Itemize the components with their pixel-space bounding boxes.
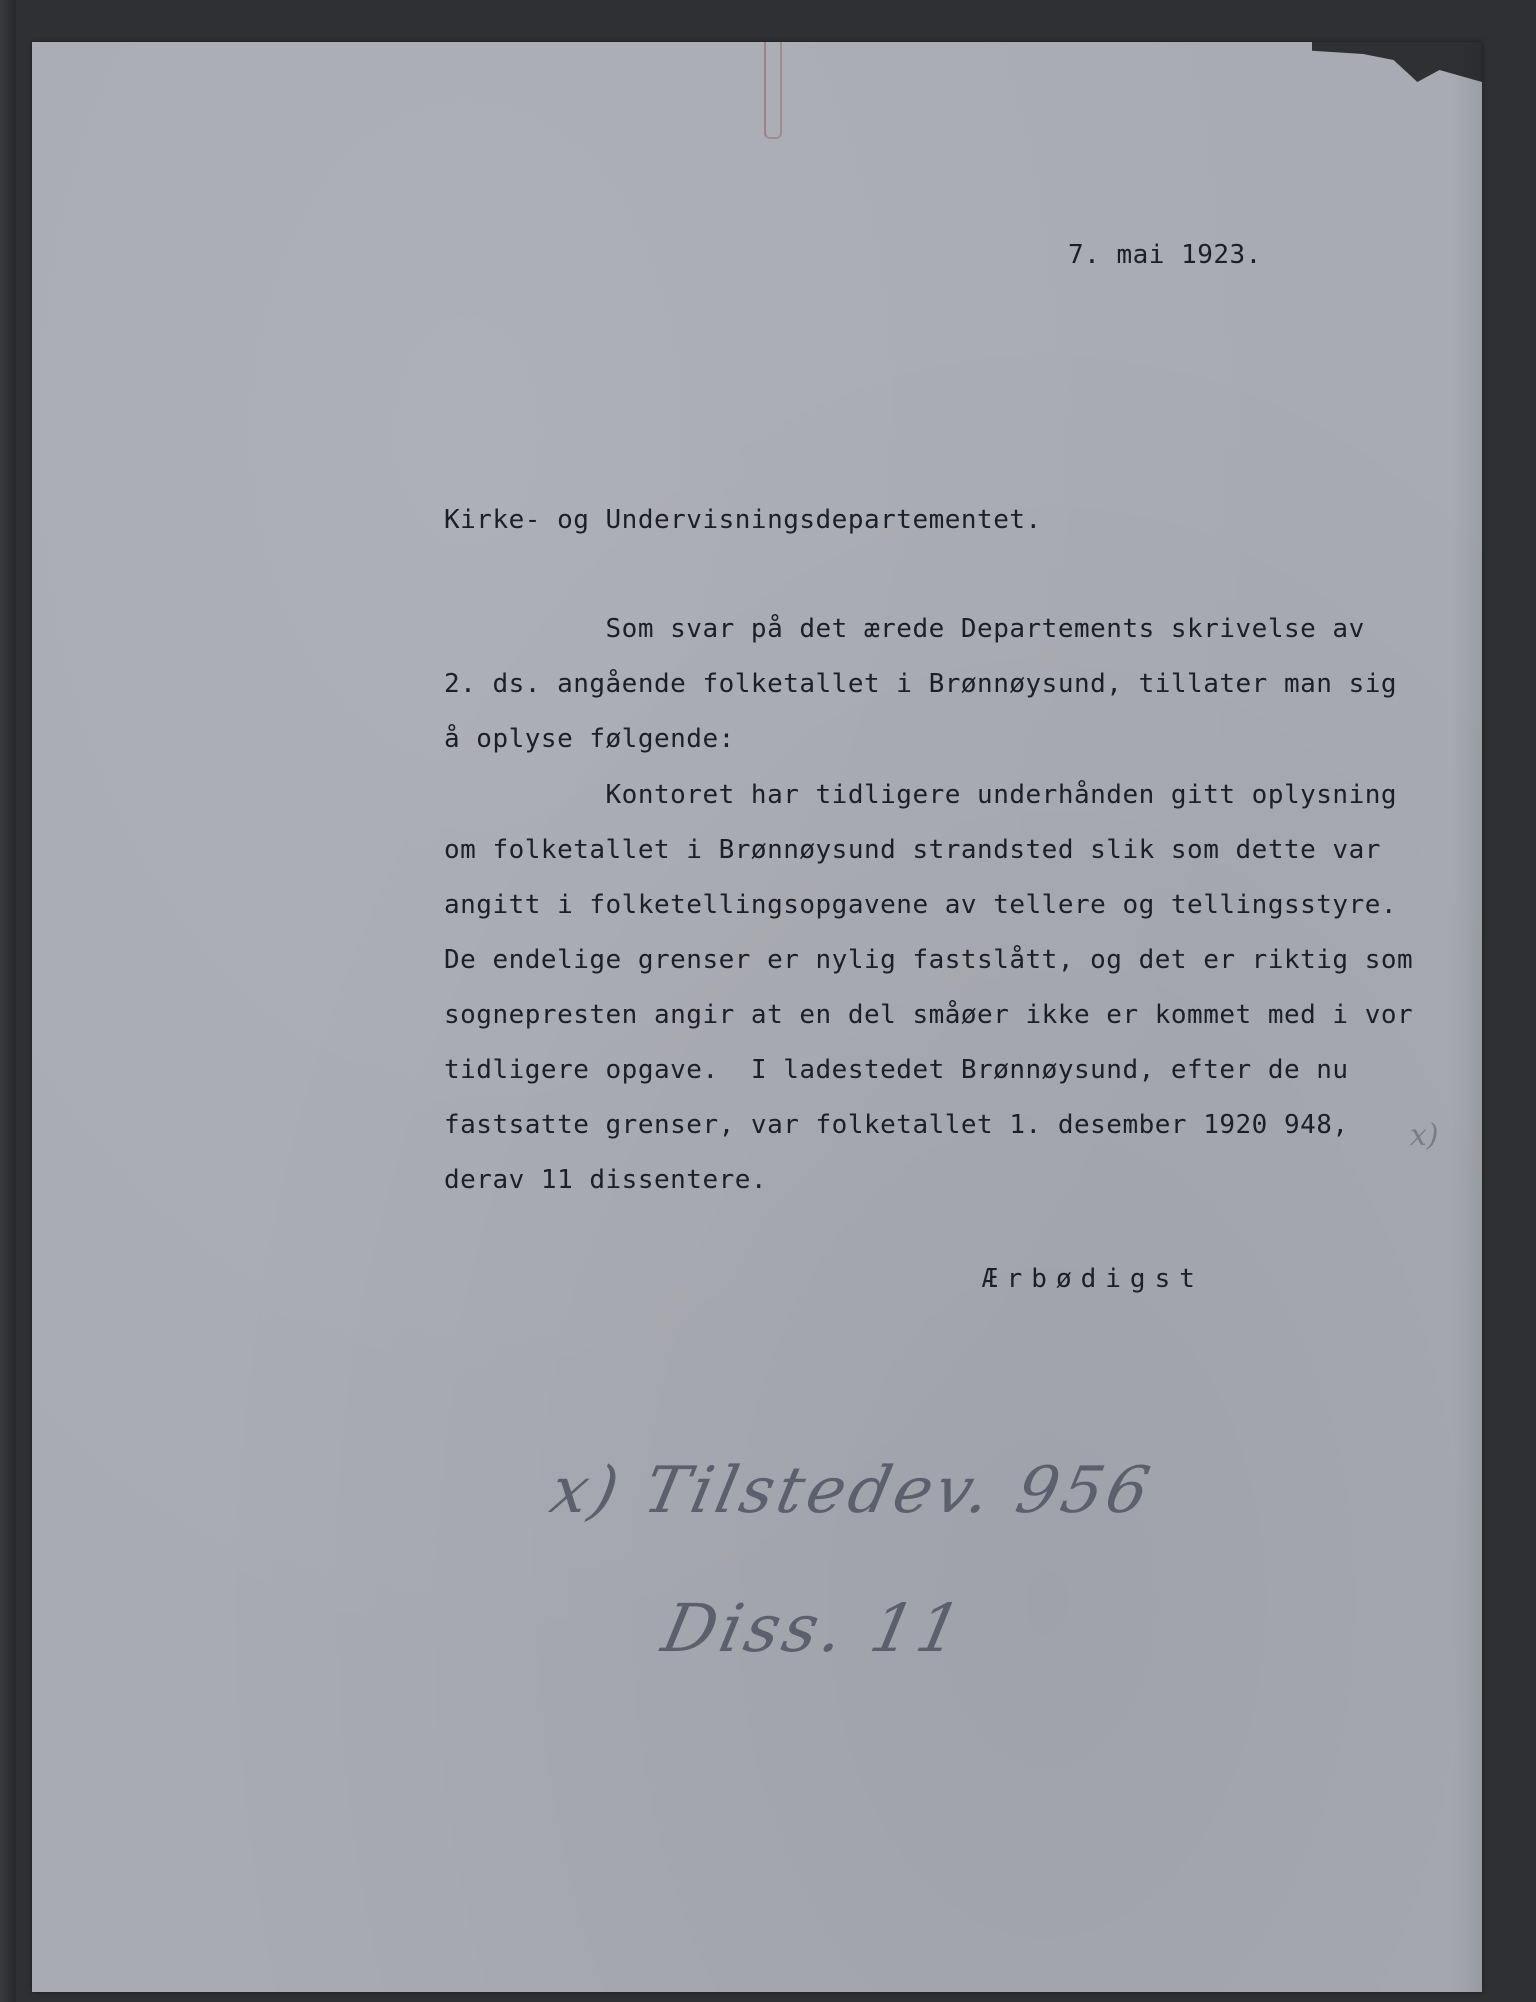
body-line: angitt i folketellingsopgavene av tellere og tellingsstyre. [444, 890, 1398, 920]
body-line: Kontoret har tidligere underhånden gitt oplysning [444, 780, 1398, 810]
binding-strip [0, 0, 16, 2002]
body-line: De endelige grenser er nylig fastslått, og det er riktig som [444, 945, 1414, 975]
body-line: tidligere opgave. I ladestedet Brønnøysund, efter de nu [444, 1055, 1349, 1085]
pin-mark [764, 42, 782, 139]
handwritten-note-dissenters: Diss. 11 [655, 1590, 972, 1667]
body-line: om folketallet i Brønnøysund strandsted slik som dette var [444, 835, 1381, 865]
body-line: derav 11 dissentere. [444, 1165, 768, 1195]
margin-footnote-mark: x) [1410, 1118, 1439, 1153]
body-line: fastsatte grenser, var folketallet 1. desember 1920 948, [444, 1110, 1349, 1140]
letter-closing: Ærbødigst [982, 1264, 1204, 1294]
page-edge [1452, 42, 1482, 1992]
body-line: Som svar på det ærede Departements skrivelse av [444, 614, 1365, 644]
body-line: 2. ds. angående folketallet i Brønnøysund, tillater man sig [444, 669, 1398, 699]
document-page [32, 42, 1482, 1992]
body-line: å oplyse følgende: [444, 724, 735, 754]
handwritten-note-population: x) Tilstedev. 956 [544, 1454, 1160, 1528]
letter-addressee: Kirke- og Undervisningsdepartementet. [444, 505, 1042, 535]
letter-date: 7. mai 1923. [1068, 240, 1262, 270]
body-line: sognepresten angir at en del småøer ikke er kommet med i vor [444, 1000, 1414, 1030]
